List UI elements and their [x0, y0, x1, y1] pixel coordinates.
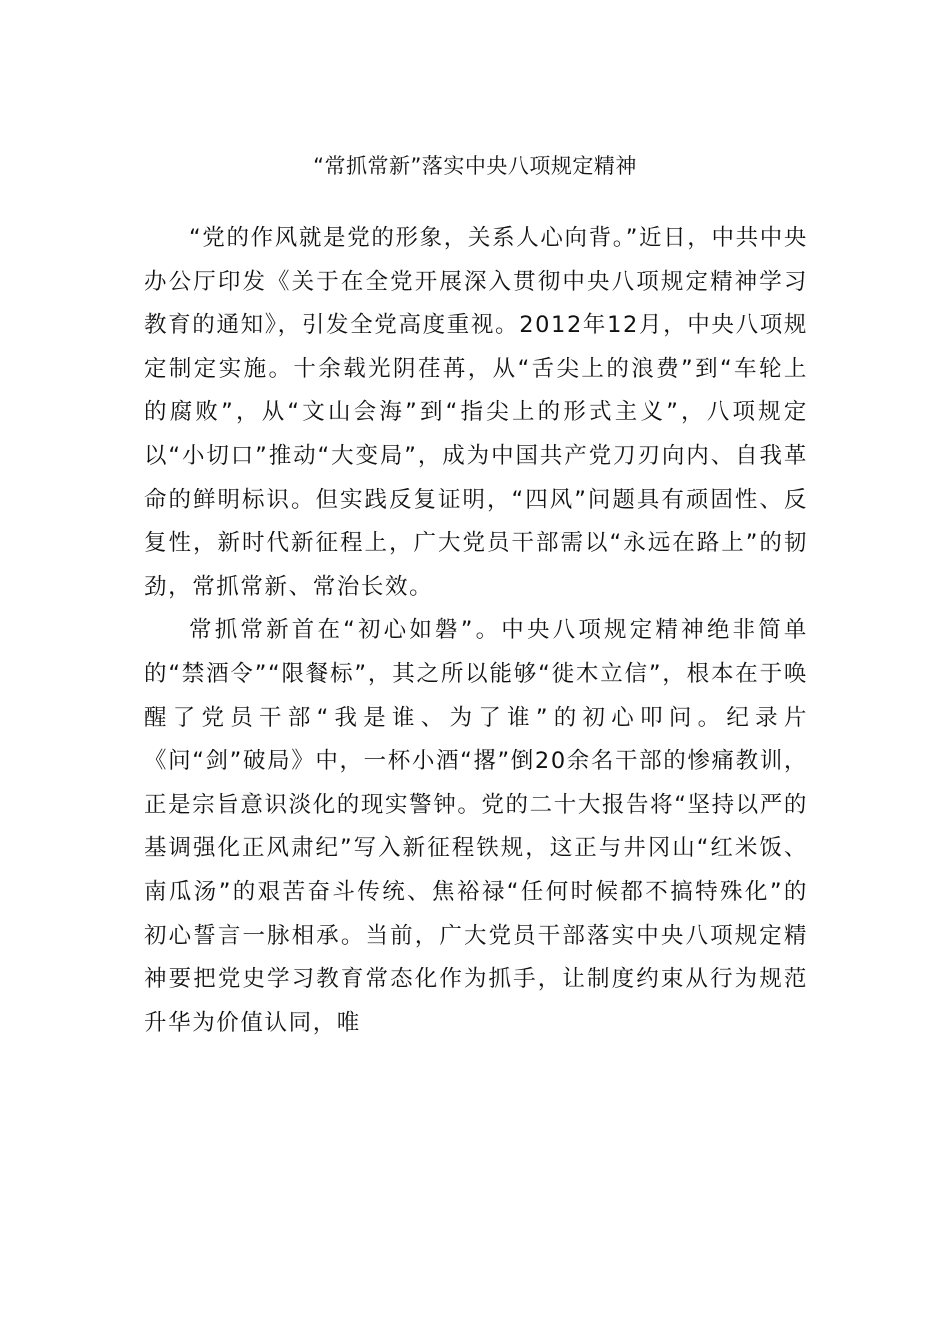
document-title: “常抓常新”落实中央八项规定精神: [313, 154, 637, 178]
document-body: [144, 217, 808, 1045]
paragraph-2: 常抓常新首在“初心如磐”。中央八项规定精神绝非简单的“禁酒令”“限餐标”，其之所以能够“徙木立信”，根本在于唤醒了党员干部“我是谁、为了谁”的初心叩问。纪录片《问“剑”破局》中，一杯小酒“撂”倒20余名干部的惨痛教训，正是宗旨意识淡化的现实警钟。党的二十大报告将“坚持以严的基调强化正风肃纪”写入新征程铁规，这正与井冈山“红米饭、南瓜汤”的艰苦奋斗传统、焦裕禄“任何时候都不搞特殊化”的初心誓言一脉相承。当前，广大党员干部落实中央八项规定精神要把党史学习教育常态化作为抓手，让制度约束从行为规范升华为价值认同，唯: [144, 617, 808, 1036]
paragraph-1: “党的作风就是党的形象，关系人心向背。”近日，中共中央办公厅印发《关于在全党开展深入贯彻中央八项规定精神学习教育的通知》，引发全党高度重视。2012年12月，中央八项规定制定实施。十余载光阴荏苒，从“舌尖上的浪费”到“车轮上的腐败”，从“文山会海”到“指尖上的形式主义”，八项规定以“小切口”推动“大变局”，成为中国共产党刀刃向内、自我革命的鲜明标识。但实践反复证明，“四风”问题具有顽固性、反复性，新时代新征程上，广大党员干部需以“永远在路上”的韧劲，常抓常新、常治长效。: [144, 225, 808, 600]
